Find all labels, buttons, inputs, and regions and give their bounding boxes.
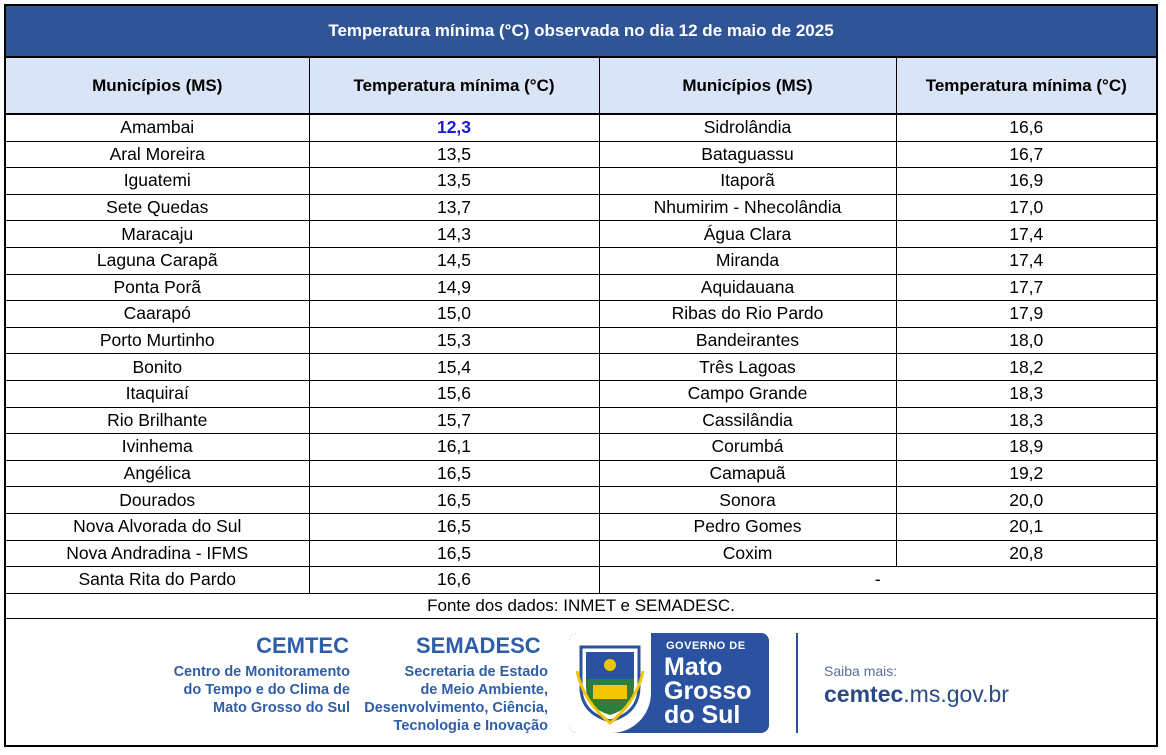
table-row xyxy=(6,487,1156,514)
empty-placeholder-cell: - xyxy=(599,567,1156,594)
temperatura-cell: 13,5 xyxy=(309,168,599,195)
temperatura-cell: 18,3 xyxy=(896,380,1156,407)
municipio-cell: Nova Alvorada do Sul xyxy=(6,513,309,540)
table-row xyxy=(6,407,1156,434)
temperatura-cell: 15,6 xyxy=(309,380,599,407)
temperatura-cell: 15,7 xyxy=(309,407,599,434)
header-temperatura-left: Temperatura mínima (°C) xyxy=(309,58,599,114)
temperatura-cell: 16,7 xyxy=(896,141,1156,168)
municipio-cell: Bonito xyxy=(6,354,309,381)
municipio-cell: Itaporã xyxy=(599,168,896,195)
municipio-cell: Pedro Gomes xyxy=(599,513,896,540)
temperatura-cell: 18,2 xyxy=(896,354,1156,381)
temperatura-cell: 18,9 xyxy=(896,434,1156,461)
municipio-cell: Aral Moreira xyxy=(6,141,309,168)
gov-name-line: Mato xyxy=(664,652,723,681)
table-header-row xyxy=(6,58,1156,114)
temperatura-cell: 16,6 xyxy=(896,114,1156,141)
cemtec-line: Centro de Monitoramento xyxy=(173,663,350,680)
semadesc-logo-title: SEMADESC xyxy=(416,632,541,658)
temperatura-cell: 17,4 xyxy=(896,247,1156,274)
municipio-cell: Amambai xyxy=(6,114,309,141)
municipio-cell: Aquidauana xyxy=(599,274,896,301)
temperatura-cell: 14,3 xyxy=(309,221,599,248)
table-row xyxy=(6,354,1156,381)
municipio-cell: Bataguassu xyxy=(599,141,896,168)
temperatura-cell: 13,7 xyxy=(309,194,599,221)
header-temperatura-right: Temperatura mínima (°C) xyxy=(896,58,1156,114)
table-row xyxy=(6,141,1156,168)
temperatura-cell: 15,4 xyxy=(309,354,599,381)
temperatura-cell: 16,5 xyxy=(309,460,599,487)
temperatura-cell: 18,3 xyxy=(896,407,1156,434)
municipio-cell: Bandeirantes xyxy=(599,327,896,354)
table-row xyxy=(6,221,1156,248)
municipio-cell: Ribas do Rio Pardo xyxy=(599,301,896,328)
temperatura-cell: 16,5 xyxy=(309,487,599,514)
temperatura-cell: 16,1 xyxy=(309,434,599,461)
website-bold: cemtec xyxy=(824,680,904,707)
page-title: Temperatura mínima (°C) observada no dia 12 de maio de 2025 xyxy=(6,6,1156,58)
temperatura-cell: 14,5 xyxy=(309,247,599,274)
table-row xyxy=(6,513,1156,540)
table-body xyxy=(6,114,1156,593)
municipio-cell: Camapuã xyxy=(599,460,896,487)
temperatura-cell: 16,9 xyxy=(896,168,1156,195)
table-row xyxy=(6,114,1156,141)
cemtec-line: do Tempo e do Clima de xyxy=(183,681,350,698)
municipio-cell: Sidrolândia xyxy=(599,114,896,141)
temperatura-cell: 18,0 xyxy=(896,327,1156,354)
table-row xyxy=(6,460,1156,487)
municipio-cell: Água Clara xyxy=(599,221,896,248)
municipio-cell: Corumbá xyxy=(599,434,896,461)
municipio-cell: Caarapó xyxy=(6,301,309,328)
municipio-cell: Miranda xyxy=(599,247,896,274)
temperatura-cell: 19,2 xyxy=(896,460,1156,487)
temperatura-cell: 15,0 xyxy=(309,301,599,328)
municipio-cell: Cassilândia xyxy=(599,407,896,434)
municipio-cell: Campo Grande xyxy=(599,380,896,407)
temperatura-cell: 20,1 xyxy=(896,513,1156,540)
table-row xyxy=(6,247,1156,274)
temperatura-cell: 16,5 xyxy=(309,513,599,540)
temperatura-cell: 14,9 xyxy=(309,274,599,301)
table-row xyxy=(6,567,1156,594)
footer-divider xyxy=(796,633,798,733)
gov-name-line: Grosso xyxy=(664,676,752,705)
temperature-table xyxy=(6,58,1156,594)
municipio-cell: Iguatemi xyxy=(6,168,309,195)
table-row xyxy=(6,380,1156,407)
municipio-cell: Sete Quedas xyxy=(6,194,309,221)
lowest-temperatura-cell: 12,3 xyxy=(309,114,599,141)
municipio-cell: Coxim xyxy=(599,540,896,567)
municipio-cell: Ponta Porã xyxy=(6,274,309,301)
cemtec-line: Mato Grosso do Sul xyxy=(213,699,350,716)
temperatura-cell: 13,5 xyxy=(309,141,599,168)
state-coat-of-arms-icon xyxy=(575,641,645,725)
data-source-note: Fonte dos dados: INMET e SEMADESC. xyxy=(6,594,1156,619)
website-link[interactable] xyxy=(824,681,1009,708)
table-row xyxy=(6,274,1156,301)
cemtec-logo-title: CEMTEC xyxy=(256,632,349,658)
semadesc-line: de Meio Ambiente, xyxy=(420,681,548,698)
municipio-cell: Santa Rita do Pardo xyxy=(6,567,309,594)
website-rest: .ms.gov.br xyxy=(903,680,1009,707)
temperatura-cell: 15,3 xyxy=(309,327,599,354)
municipio-cell: Três Lagoas xyxy=(599,354,896,381)
municipio-cell: Porto Murtinho xyxy=(6,327,309,354)
footer-logos xyxy=(6,619,1156,754)
municipio-cell: Rio Brilhante xyxy=(6,407,309,434)
header-municipios-right: Municípios (MS) xyxy=(599,58,896,114)
municipio-cell: Itaquiraí xyxy=(6,380,309,407)
municipio-cell: Ivinhema xyxy=(6,434,309,461)
temperatura-cell: 17,4 xyxy=(896,221,1156,248)
municipio-cell: Nhumirim - Nhecolândia xyxy=(599,194,896,221)
table-row xyxy=(6,434,1156,461)
report-frame xyxy=(4,4,1158,747)
municipio-cell: Laguna Carapã xyxy=(6,247,309,274)
table-row xyxy=(6,540,1156,567)
semadesc-line: Desenvolvimento, Ciência, xyxy=(364,699,548,716)
temperatura-cell: 17,7 xyxy=(896,274,1156,301)
table-row xyxy=(6,194,1156,221)
semadesc-line: Tecnologia e Inovação xyxy=(393,717,548,734)
governo-de-label: GOVERNO DE xyxy=(666,639,746,652)
temperatura-cell: 17,9 xyxy=(896,301,1156,328)
municipio-cell: Maracaju xyxy=(6,221,309,248)
temperatura-cell: 17,0 xyxy=(896,194,1156,221)
temperatura-cell: 20,0 xyxy=(896,487,1156,514)
table-row xyxy=(6,327,1156,354)
municipio-cell: Angélica xyxy=(6,460,309,487)
table-row xyxy=(6,168,1156,195)
municipio-cell: Sonora xyxy=(599,487,896,514)
semadesc-logo-text xyxy=(364,663,548,735)
table-row xyxy=(6,301,1156,328)
municipio-cell: Nova Andradina - IFMS xyxy=(6,540,309,567)
cemtec-logo-text xyxy=(174,663,350,717)
temperatura-cell: 16,6 xyxy=(309,567,599,594)
gov-name-line: do Sul xyxy=(664,700,741,729)
governo-ms-logo xyxy=(569,633,769,733)
header-municipios-left: Municípios (MS) xyxy=(6,58,309,114)
temperatura-cell: 16,5 xyxy=(309,540,599,567)
semadesc-line: Secretaria de Estado xyxy=(404,663,548,680)
municipio-cell: Dourados xyxy=(6,487,309,514)
saiba-mais-label: Saiba mais: xyxy=(824,662,898,679)
temperatura-cell: 20,8 xyxy=(896,540,1156,567)
